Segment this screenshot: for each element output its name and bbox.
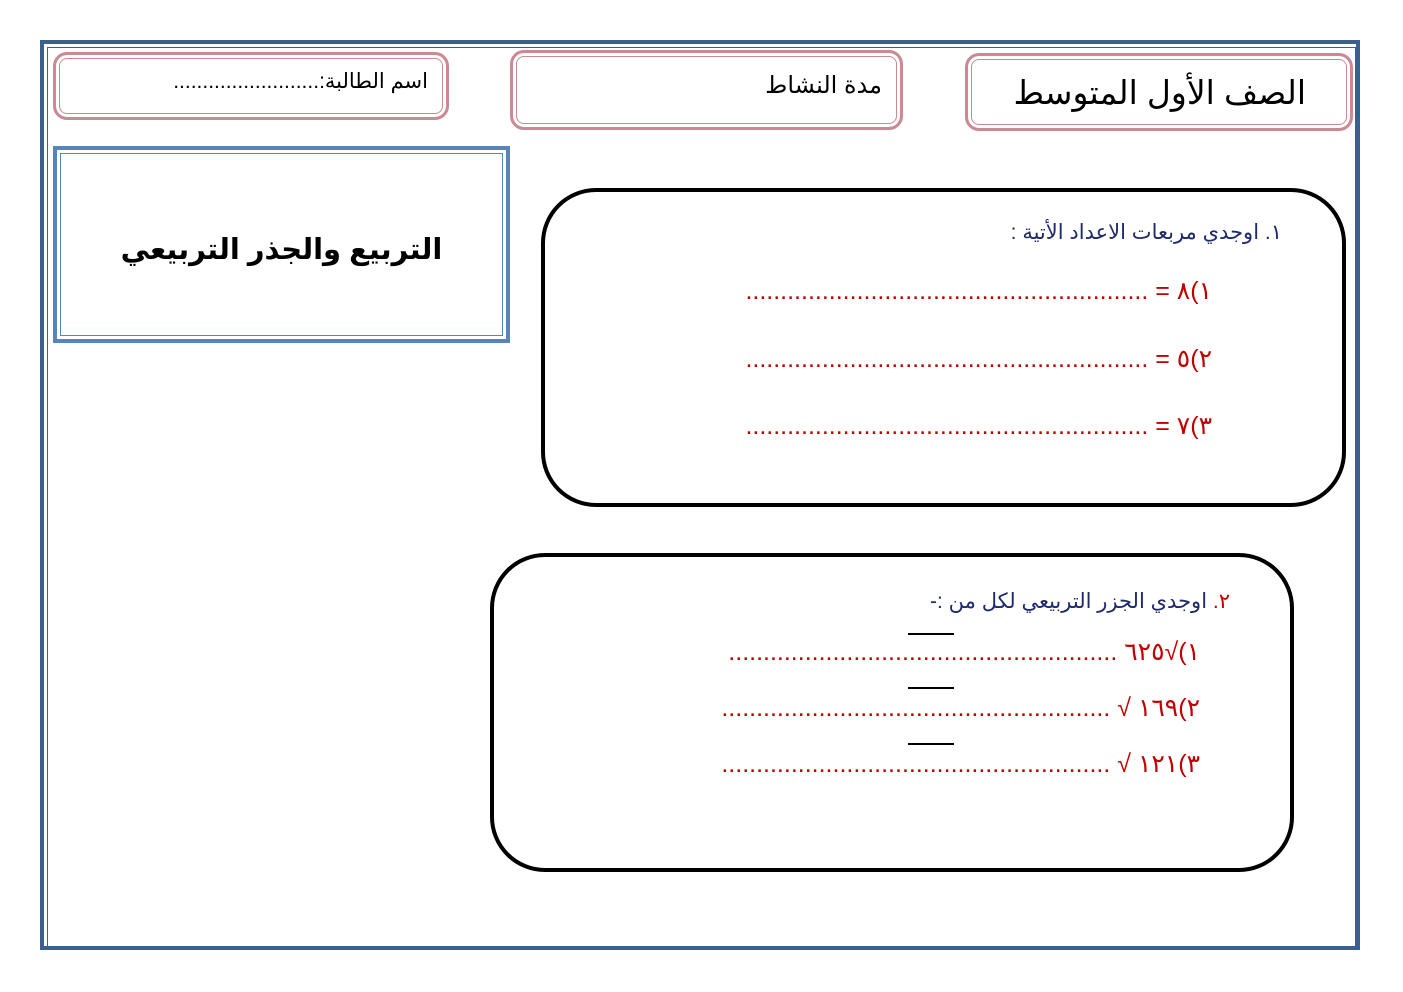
question2-item-1: ١)√٦٢٥ ........................................................ (728, 638, 1200, 666)
question2-number: ٢. (1212, 590, 1230, 613)
question2-item-2: ٢)١٦٩ √ ........................................................ (721, 694, 1200, 722)
topic-title: التربيع والجذر التربيعي (120, 234, 443, 266)
question2-title: اوجدي الجزر التربيعي لكل من :- (929, 590, 1208, 613)
student-name-box (53, 52, 449, 120)
question1-number: ١. (1264, 221, 1282, 244)
question1-title: اوجدي مربعات الاعداد الأتية : (1010, 221, 1260, 244)
grade-label: الصف الأول المتوسط (1013, 73, 1306, 111)
question1-item-3: ٣)٧ = .......................................................... (745, 412, 1212, 440)
radical-overline-3 (908, 743, 954, 745)
topic-box (53, 146, 510, 343)
question2-box (490, 553, 1294, 872)
activity-duration-box (510, 50, 903, 130)
student-name-field: اسم الطالبة:......................... (173, 70, 428, 93)
question1-item-2: ٢)٥ = .......................................................... (745, 345, 1212, 373)
radical-overline-2 (908, 687, 954, 689)
question2-item-3: ٣)١٢١ √ ........................................................ (721, 750, 1200, 778)
question1-heading (1011, 220, 1282, 245)
radical-overline-1 (908, 633, 954, 635)
question2-heading (930, 589, 1230, 614)
question1-box (541, 188, 1346, 507)
activity-duration-label: مدة النشاط (765, 72, 882, 99)
grade-box (965, 53, 1353, 131)
question1-item-1: ١)٨ = .......................................................... (745, 277, 1212, 305)
